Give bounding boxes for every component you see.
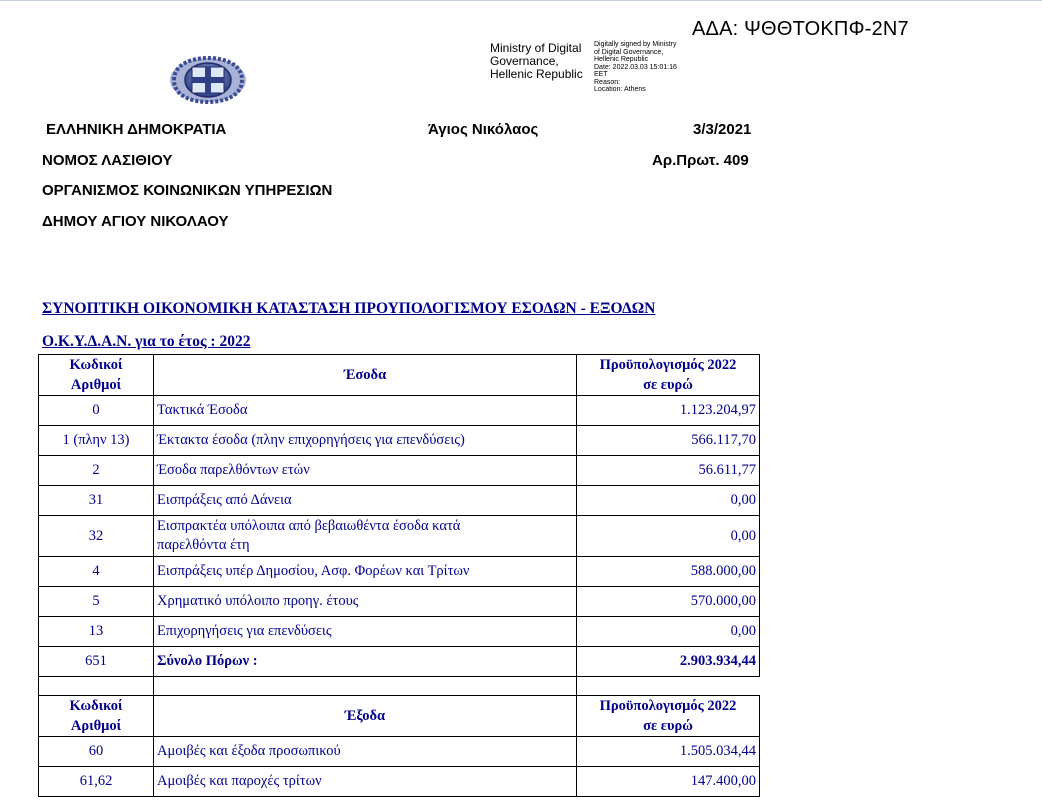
code-header-line: Κωδικοί [69, 357, 123, 373]
row-description-line: Εισπρακτέα υπόλοιπα από βεβαιωθέντα έσοδα κατά [157, 518, 461, 534]
header-protocol-number: Αρ.Πρωτ. 409 [652, 152, 749, 169]
header-prefecture: ΝΟΜΟΣ ΛΑΣΙΘΙΟΥ [42, 152, 173, 169]
row-description: Τακτικά Έσοδα [154, 396, 577, 426]
document-subtitle: Ο.Κ.Υ.Δ.Α.Ν. για το έτος : 2022 [42, 333, 251, 350]
digital-signature-details [594, 41, 677, 94]
amount-header-line: Προϋπολογισμός 2022 [599, 698, 737, 714]
expenses-header-row [39, 696, 760, 737]
row-amount: 0,00 [577, 516, 760, 557]
spacer-row [39, 677, 760, 696]
signature-detail-line: Location: Athens [594, 86, 646, 93]
row-amount: 147.400,00 [577, 767, 760, 797]
amount-column-header [577, 696, 760, 737]
spacer-cell [39, 677, 154, 696]
hellenic-republic-emblem-icon [168, 55, 248, 105]
row-amount: 1.123.204,97 [577, 396, 760, 426]
revenue-total-row [39, 647, 760, 677]
row-description: Επιχορηγήσεις για επενδύσεις [154, 617, 577, 647]
row-code: 5 [39, 587, 154, 617]
row-description: Χρηματικό υπόλοιπο προηγ. έτους [154, 587, 577, 617]
row-description-line: παρελθόντα έτη [157, 537, 250, 553]
table-row [39, 557, 760, 587]
table-row [39, 617, 760, 647]
row-description: Εισπράξεις από Δάνεια [154, 486, 577, 516]
amount-column-header [577, 355, 760, 396]
code-column-header [39, 355, 154, 396]
row-code: 0 [39, 396, 154, 426]
total-amount: 2.903.934,44 [577, 647, 760, 677]
table-row [39, 426, 760, 456]
table-row [39, 767, 760, 797]
spacer-cell [154, 677, 577, 696]
row-code: 32 [39, 516, 154, 557]
signature-line: Governance, [490, 54, 559, 68]
header-organization: ΟΡΓΑΝΙΣΜΟΣ ΚΟΙΝΩΝΙΚΩΝ ΥΠΗΡΕΣΙΩΝ [42, 182, 333, 199]
total-code: 651 [39, 647, 154, 677]
signature-line: Hellenic Republic [490, 67, 583, 81]
expenses-column-header: Έξοδα [154, 696, 577, 737]
code-header-line: Κωδικοί [69, 698, 123, 714]
table-row [39, 396, 760, 426]
code-header-line: Αριθμοί [70, 718, 122, 734]
revenue-column-header: Έσοδα [154, 355, 577, 396]
row-description: Έκτακτα έσοδα (πλην επιχορηγήσεις για επενδύσεις) [154, 426, 577, 456]
row-amount: 566.117,70 [577, 426, 760, 456]
row-amount: 588.000,00 [577, 557, 760, 587]
header-place: Άγιος Νικόλαος [428, 121, 539, 138]
code-header-line: Αριθμοί [70, 377, 122, 393]
row-code: 13 [39, 617, 154, 647]
row-code: 60 [39, 737, 154, 767]
row-code: 2 [39, 456, 154, 486]
table-row [39, 456, 760, 486]
amount-header-line: σε ευρώ [643, 718, 693, 734]
row-description: Έσοδα παρελθόντων ετών [154, 456, 577, 486]
header-country: ΕΛΛΗΝΙΚΗ ΔΗΜΟΚΡΑΤΙΑ [46, 121, 227, 138]
table-row [39, 587, 760, 617]
ada-code: ΑΔΑ: ΨΘΘΤΟΚΠΦ-2Ν7 [692, 18, 909, 40]
code-column-header [39, 696, 154, 737]
budget-table [38, 354, 760, 797]
document-title: ΣΥΝΟΠΤΙΚΗ ΟΙΚΟΝΟΜΙΚΗ ΚΑΤΑΣΤΑΣΗ ΠΡΟΥΠΟΛΟΓΙΣΜΟΥ ΕΣΟΔΩΝ - ΕΞΟΔΩΝ [42, 300, 656, 317]
table-row [39, 486, 760, 516]
row-amount: 1.505.034,44 [577, 737, 760, 767]
total-label: Σύνολο Πόρων : [154, 647, 577, 677]
digital-signature-label [490, 42, 583, 81]
revenue-header-row [39, 355, 760, 396]
row-code: 61,62 [39, 767, 154, 797]
header-date: 3/3/2021 [693, 121, 752, 138]
signature-detail-line: EET [594, 71, 608, 78]
row-code: 31 [39, 486, 154, 516]
row-amount: 56.611,77 [577, 456, 760, 486]
row-description [154, 516, 577, 557]
amount-header-line: σε ευρώ [643, 377, 693, 393]
row-description: Αμοιβές και παροχές τρίτων [154, 767, 577, 797]
row-description: Εισπράξεις υπέρ Δημοσίου, Ασφ. Φορέων και Τρίτων [154, 557, 577, 587]
signature-detail-line: Reason: [594, 78, 621, 86]
signature-detail-line: Date: 2022.03.03 15:01:16 [594, 63, 677, 71]
signature-line: Ministry of Digital [490, 41, 582, 55]
table-row [39, 516, 760, 557]
row-description: Αμοιβές και έξοδα προσωπικού [154, 737, 577, 767]
row-amount: 0,00 [577, 486, 760, 516]
row-amount: 0,00 [577, 617, 760, 647]
row-code: 4 [39, 557, 154, 587]
amount-header-line: Προϋπολογισμός 2022 [599, 357, 737, 373]
row-code: 1 (πλην 13) [39, 426, 154, 456]
page-top-border [0, 0, 1042, 1]
signature-detail-line: of Digital Governance, [594, 48, 664, 56]
signature-detail-line: Digitally signed by Ministry [594, 41, 677, 48]
header-municipality: ΔΗΜΟΥ ΑΓΙΟΥ ΝΙΚΟΛΑΟΥ [42, 213, 229, 230]
spacer-cell [577, 677, 760, 696]
signature-detail-line: Hellenic Republic [594, 56, 649, 63]
row-amount: 570.000,00 [577, 587, 760, 617]
table-row [39, 737, 760, 767]
